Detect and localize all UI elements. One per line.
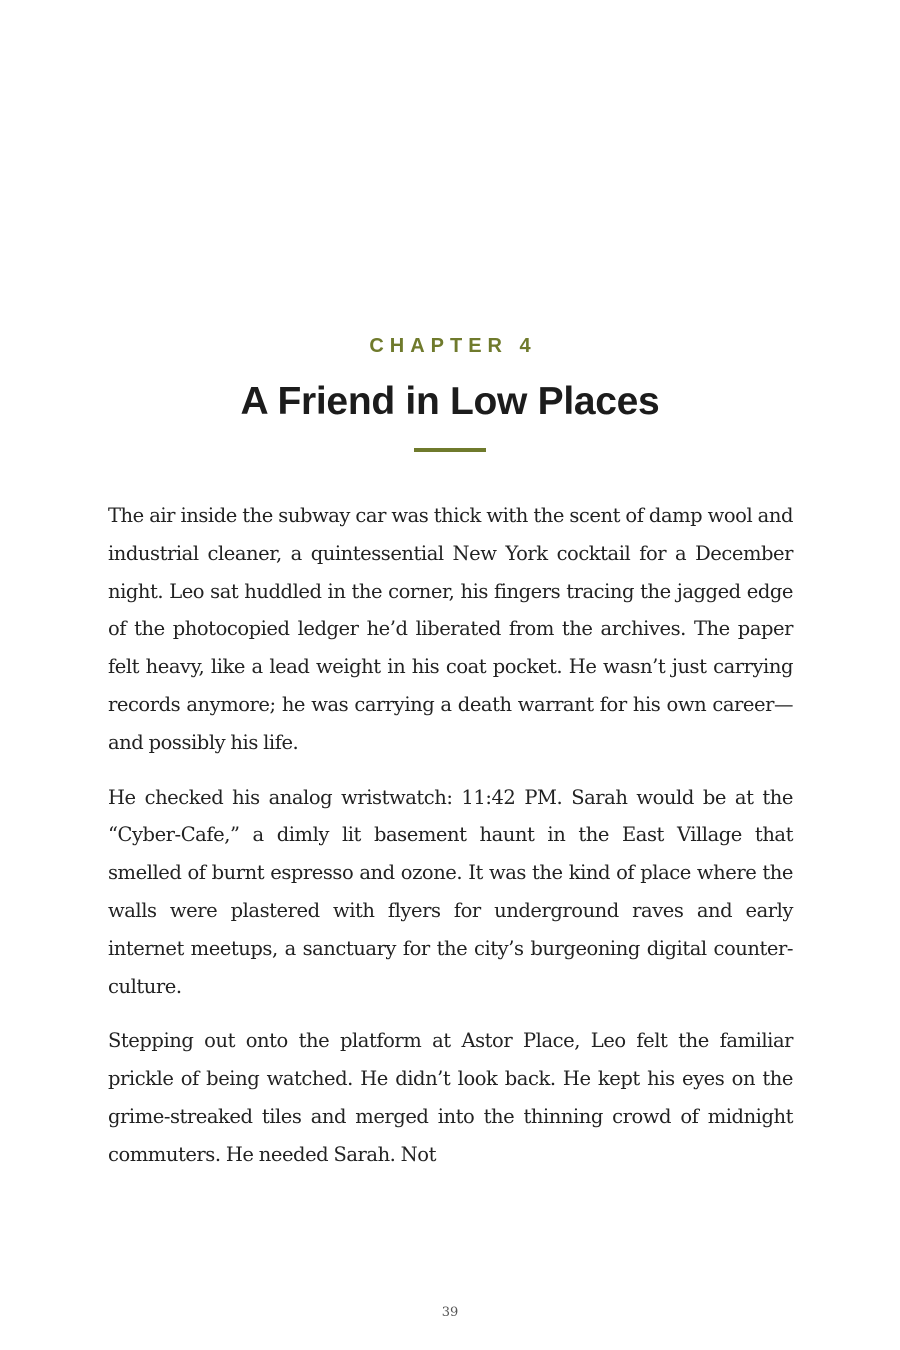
chapter-label: CHAPTER 4 [369,335,537,357]
chapter-title: A Friend in Low Places [240,380,660,423]
paragraph-2: He checked his analog wristwatch: 11:42 PM. Sarah would be at the “Cyber-Cafe,” a dimly lit basement haunt in the East Village that smelled of burnt espresso and ozone. It was the kind of place where the walls were plastered with flyers for underground raves and early internet meetups, a sanctuary for the city’s burgeoning digital counter-culture. [108,785,793,998]
paragraph-3: Stepping out onto the platform at Astor Place, Leo felt the familiar prickle of being watched. He didn’t look back. He kept his eyes on the grime-streaked tiles and merged into the thinning crowd of midnight commuters. He needed Sarah. Not [108,1029,793,1166]
paragraph-1: The air inside the subway car was thick with the scent of damp wool and industrial cleaner, a quintessential New York cocktail for a December night. Leo sat huddled in the corner, his fingers tracing the jagged edge of the photocopied ledger he’d liberated from the archives. The paper felt heavy, like a lead weight in his coat pocket. He wasn’t just carrying records anymore; he was carrying a death warrant for his own career—and possibly his life. [108,504,793,754]
title-divider [414,448,486,452]
chapter-body [108,497,793,1191]
page-number: 39 [441,1305,459,1320]
